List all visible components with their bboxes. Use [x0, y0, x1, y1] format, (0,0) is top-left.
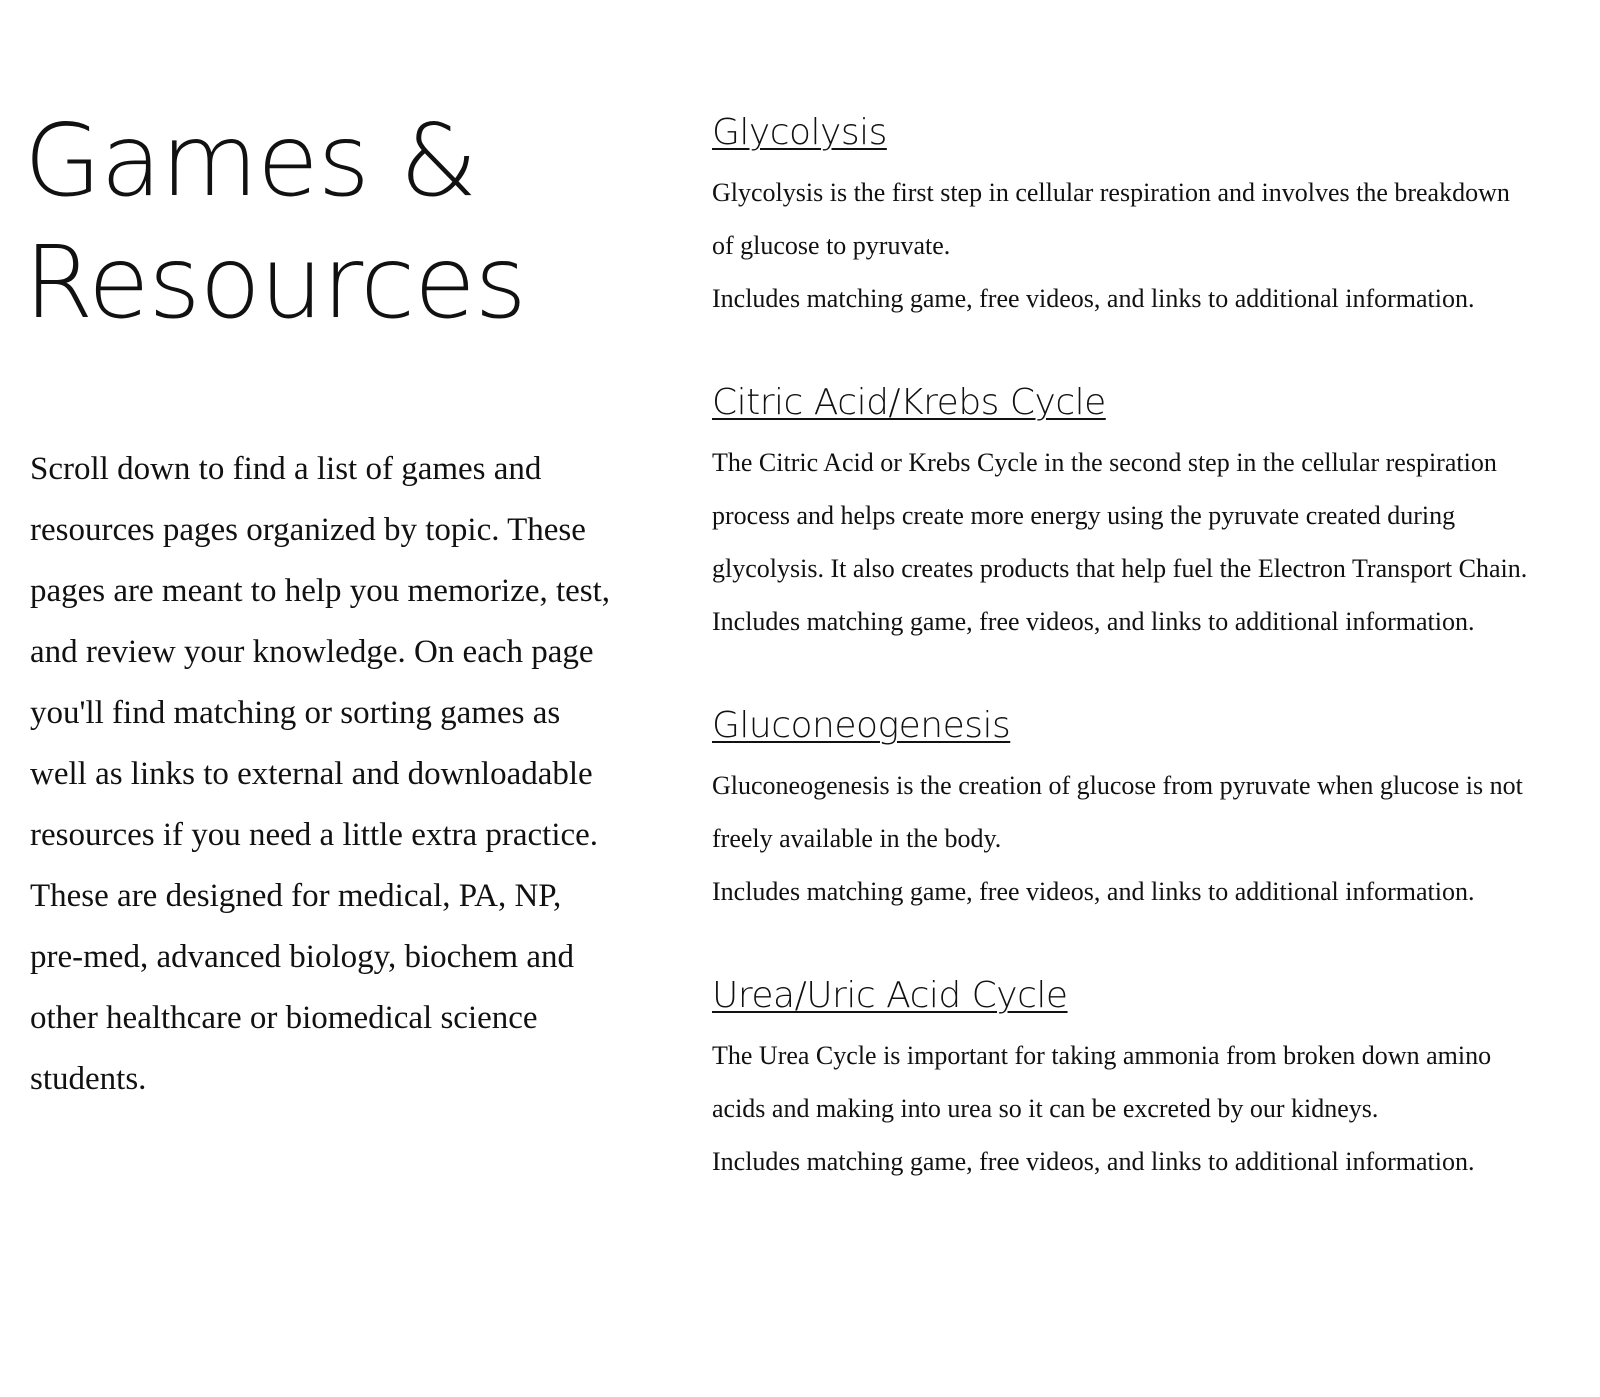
topic-item-krebs-cycle	[712, 378, 1532, 648]
intro-text	[24, 439, 614, 1110]
topic-includes: Includes matching game, free videos, and links to additional information.	[712, 877, 1475, 906]
topic-list	[712, 108, 1532, 1241]
topic-description: Glycolysis is the first step in cellular respiration and involves the breakdown of glucose to pyruvate.	[712, 178, 1510, 260]
topic-item-urea-cycle	[712, 971, 1532, 1188]
topic-link-glycolysis[interactable]: Glycolysis	[712, 112, 887, 153]
intro-column	[24, 100, 614, 1110]
intro-paragraph-2: These are designed for medical, PA, NP, pre-med, advanced biology, biochem and other healthcare or biomedical science students.	[30, 878, 575, 1097]
topic-item-gluconeogenesis	[712, 701, 1532, 918]
topic-includes: Includes matching game, free videos, and links to additional information.	[712, 607, 1475, 636]
topic-includes: Includes matching game, free videos, and links to additional information.	[712, 1147, 1475, 1176]
intro-paragraph-1: Scroll down to find a list of games and resources pages organized by topic. These pages are meant to help you memorize, test, and review your knowledge. On each page you'll find matching or sorting games as well as links to external and downloadable resources if you need a little extra practice.	[30, 451, 611, 853]
page-title-line-1: Games &	[24, 102, 477, 219]
topic-description: The Citric Acid or Krebs Cycle in the second step in the cellular respiration process and helps create more energy using the pyruvate created during glycolysis. It also creates products that help fuel the Electron Transport Chain.	[712, 448, 1528, 583]
topic-link-gluconeogenesis[interactable]: Gluconeogenesis	[712, 705, 1011, 746]
topic-description: Gluconeogenesis is the creation of glucose from pyruvate when glucose is not freely available in the body.	[712, 771, 1523, 853]
page-title-line-2: Resources	[24, 224, 526, 341]
topic-item-glycolysis	[712, 108, 1532, 325]
topic-link-krebs-cycle[interactable]: Citric Acid/Krebs Cycle	[712, 382, 1106, 423]
page-title	[24, 100, 614, 344]
topic-link-urea-cycle[interactable]: Urea/Uric Acid Cycle	[712, 975, 1068, 1016]
topic-includes: Includes matching game, free videos, and links to additional information.	[712, 284, 1475, 313]
topic-description: The Urea Cycle is important for taking ammonia from broken down amino acids and making into urea so it can be excreted by our kidneys.	[712, 1041, 1492, 1123]
